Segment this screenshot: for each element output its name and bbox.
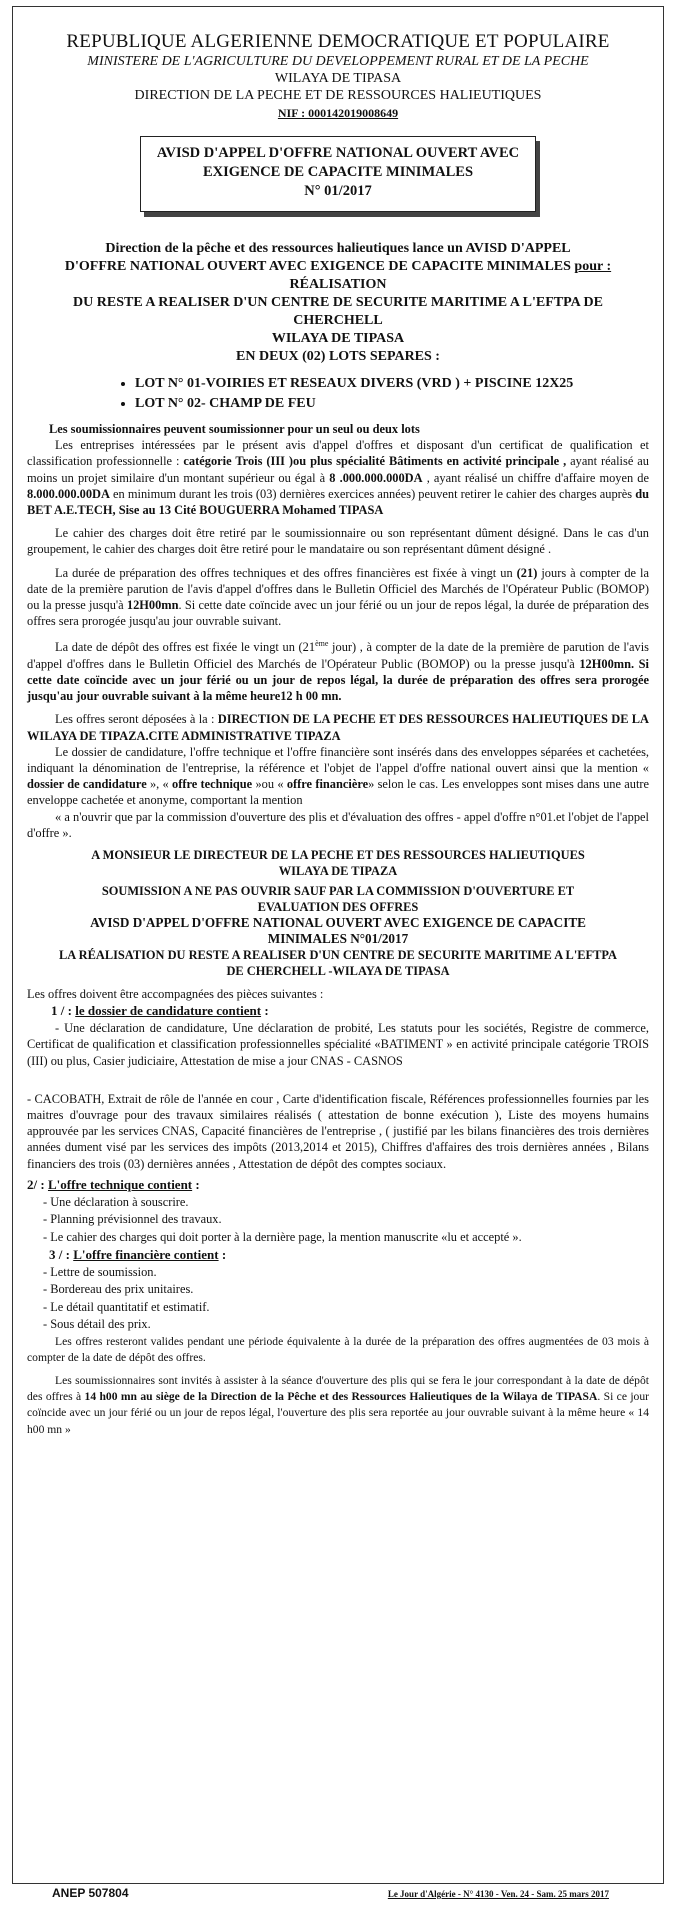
section-1-heading [27, 1002, 649, 1020]
section-1-text-1: - Une déclaration de candidature, Une déclaration de probité, Les statuts pour les sociétés, Registre de commerce, Certificat de qualification et classification professionnelles spécialité «BATIMENT » en activité principale catégorie TROIS (III) ou plus, Casier judiciaire, Attestation de mise a jour CNAS - CASNOS [27, 1021, 649, 1068]
p6-a: Le dossier de candidature, l'offre technique et l'offre financière sont insérés dans des enveloppes séparées et cachetées, indiquant la dénomination de l'entreprise, la référence et l'objet de l'appel d'offre national ouvert ainsi que la mention « [27, 744, 649, 775]
p6-b: dossier de candidature [27, 777, 147, 792]
list-item: - Planning prévisionnel des travaux. [43, 1212, 222, 1227]
intro-realisation: RÉALISATION [289, 277, 387, 292]
intro-line-4: WILAYA DE TIPASA [271, 331, 405, 346]
s1-title: le dossier de candidature contient [75, 1003, 262, 1019]
address-line-7: LA RÉALISATION DU RESTE A REALISER D'UN CENTRE DE SECURITE MARITIME A L'EFTPA [59, 948, 617, 962]
address-line-6: MINIMALES N°01/2017 [267, 931, 409, 946]
section-1-text-2: - CACOBATH, Extrait de rôle de l'année en cour , Carte d'identification fiscale, Références professionnelles fournies par les maitres d'ouvrage pour des travaux similaires réalisés ( attestation de bonne exécution ), Liste des moyens humains approuvée par les services CNAS, Capacité financières de l'entreprise , ( justifié par les bilans financières des trois dernières années dument visé par les services des impôts (2013,2014 et 2015), Chiffres d'affaires des trois dernières années , Bilans financiers des trois (03) dernières années , Attestation de dépôt des comptes sociaux. [27, 1091, 649, 1171]
s2-colon: : [192, 1176, 200, 1192]
p1-b: catégorie Trois (III )ou plus spécialité Bâtiments en activité principale , [183, 454, 567, 469]
envelope-mention: « a n'ouvrir que par la commission d'ouverture des plis et d'évaluation des offres - appel d'offre n°01.et l'objet de l'appel d'offre ». [27, 809, 649, 840]
s3-num: 3 / : [49, 1247, 74, 1263]
address-line-2: WILAYA DE TIPAZA [278, 864, 398, 878]
validity-paragraph: Les offres resteront valides pendant une période équivalente à la durée de la préparation des offres augmentées de 03 mois à compter de la date de dépôt des offres. [27, 1334, 649, 1364]
nif-number: NIF : 000142019008649 [277, 106, 399, 120]
p3-a: La durée de préparation des offres techniques et des offres financières est fixée à vingt un [55, 565, 517, 580]
direction-heading: DIRECTION DE LA PECHE ET DE RESSOURCES HALIEUTIQUES [134, 88, 542, 103]
address-line-1: A MONSIEUR LE DIRECTEUR DE LA PECHE ET DES RESSOURCES HALIEUTIQUES [91, 848, 585, 862]
p1-d: 8 .000.000.000DA [329, 470, 423, 485]
p1-e: , ayant réalisé un chiffre d'affaire moyen de [422, 470, 649, 485]
republic-heading: REPUBLIQUE ALGERIENNE DEMOCRATIQUE ET POPULAIRE [66, 31, 610, 52]
list-item: - Le détail quantitatif et estimatif. [43, 1299, 210, 1314]
section-3-list [27, 1264, 649, 1334]
lot-1: • LOT N° 01-VOIRIES ET RESEAUX DIVERS (VRD ) + PISCINE 12X25 [135, 374, 649, 394]
lots-list [117, 374, 649, 414]
lots-note: Les soumissionnaires peuvent soumissionner pour un seul ou deux lots [49, 422, 420, 436]
address-line-3: SOUMISSION A NE PAS OUVRIR SAUF PAR LA COMMISSION D'OUVERTURE ET [101, 884, 575, 898]
opening-b: 14 h00 mn au siège de la Direction de la Pêche et des Ressources Halieutiques de la Wilaya de TIPASA [84, 1390, 598, 1404]
p3-d: 12H00mn [126, 598, 179, 613]
anep-reference: ANEP 507804 [52, 1886, 129, 1900]
p1-c: ayant réalisé au moins un projet similaire d'un montant supérieur ou égal à [27, 454, 649, 485]
title-box [140, 136, 536, 212]
address-line-5: AVISD D'APPEL D'OFFRE NATIONAL OUVERT AVEC EXIGENCE DE CAPACITE [90, 915, 586, 930]
s3-title: L'offre financière contient [73, 1247, 219, 1263]
p6-d: offre technique [172, 777, 253, 792]
title-line-1: AVISD D'APPEL D'OFFRE NATIONAL OUVERT AVEC [156, 145, 520, 161]
opening-paragraph [27, 1373, 649, 1438]
section-2-list [27, 1194, 649, 1246]
intro-line-3: DU RESTE A REALISER D'UN CENTRE DE SECURITE MARITIME A L'EFTPA DE CHERCHELL [73, 295, 603, 328]
list-item: - Le cahier des charges qui doit porter à la dernière page, la mention manuscrite «lu et accepté ». [43, 1229, 522, 1244]
eligibility-paragraph [27, 437, 649, 518]
address-line-4: EVALUATION DES OFFRES [257, 900, 419, 914]
list-item: - Bordereau des prix unitaires. [43, 1282, 194, 1297]
list-item: - Sous détail des prix. [43, 1317, 151, 1332]
opening-c: . Si ce jour coïncide avec un jour férié ou un jour de repos légal, l'ouverture des plis sera reportée au jour ouvrable suivant à la même heure « 14 h00 mn » [27, 1390, 650, 1436]
list-item: - Lettre de soumission. [43, 1265, 157, 1280]
p4-a: La date de dépôt des offres est fixée le vingt un (21 [55, 640, 316, 655]
s1-colon: : [261, 1003, 269, 1019]
p3-e: . Si cette date coïncide avec un jour férié ou un jour de repos légal, la durée de préparation des offres sera prorogée jusqu'au jour ouvrable suivant. [27, 598, 649, 629]
notice-page [12, 6, 664, 1884]
preparation-paragraph [27, 565, 649, 630]
p3-b: (21) [516, 565, 538, 580]
specifications-paragraph: Le cahier des charges doit être retiré par le soumissionnaire ou son représentant dûment désigné. Dans le cas d'un groupement, le cahier des charges doit être retiré pour le mandataire ou son représentant dûment désigné . [27, 526, 649, 557]
deposit-date-paragraph [27, 636, 649, 704]
s2-title: L'offre technique contient [47, 1176, 193, 1192]
intro-line-2-text: D'OFFRE NATIONAL OUVERT AVEC EXIGENCE DE CAPACITE MINIMALES [64, 259, 575, 274]
p5-a: Les offres seront déposées à la : [55, 712, 218, 727]
address-block [27, 847, 649, 979]
address-line-8: DE CHERCHELL -WILAYA DE TIPASA [226, 964, 450, 978]
p3-c: jours à compter de la date de la première parution de l'avis d'appel d'offres dans le Bulletin Officiel des Marchés de l'Opérateur Public (BOMOP) ou la presse jusqu'à [27, 565, 649, 613]
pieces-intro: Les offres doivent être accompagnées des pièces suivantes : [27, 987, 324, 1001]
lot-2: • LOT N° 02- CHAMP DE FEU [135, 394, 649, 414]
journal-reference: Le Jour d'Algérie - N° 4130 - Ven. 24 - Sam. 25 mars 2017 [387, 1889, 609, 1899]
intro-block [27, 240, 649, 366]
list-item: - Une déclaration à souscrire. [43, 1194, 189, 1209]
title-line-2: EXIGENCE DE CAPACITE MINIMALES [202, 164, 474, 180]
p5-b: DIRECTION DE LA PECHE ET DES RESSOURCES HALIEUTIQUES DE LA WILAYA DE TIPAZA.CITE ADMINISTRATIVE TIPAZA [27, 712, 650, 743]
s1-num: 1 / : [51, 1003, 76, 1019]
title-number: N° 01/2017 [304, 183, 372, 199]
p4-c: 12H00mn. Si cette date coïncide avec un jour férié ou un jour de repos légal, la durée de préparation des offres sera prorogée jusqu'au jour ouvrable suivant à la même heure12 h 00 mn. [27, 656, 649, 704]
p1-g: en minimum durant les trois (03) dernières exercices années) peuvent retirer le cahier des charges auprès [109, 486, 636, 501]
intro-line-2 [27, 258, 649, 294]
opening-a: Les soumissionnaires sont invités à assister à la séance d'ouverture des plis qui se fera le jour correspondant à la date de dépôt des offres à [27, 1374, 649, 1404]
s3-colon: : [218, 1247, 227, 1263]
intro-line-5: EN DEUX (02) LOTS SEPARES : [236, 349, 440, 364]
ministry-heading: MINISTERE DE L'AGRICULTURE DU DEVELOPPEMENT RURAL ET DE LA PECHE [87, 54, 589, 69]
p1-f: 8.000.000.00DA [27, 486, 110, 501]
intro-line-1: Direction de la pêche et des ressources halieutiques lance un AVISD D'APPEL [105, 241, 571, 256]
p6-c: », « [146, 777, 173, 792]
p4-b: jour) , à compter de la date de la première de parution de l'avis d'appel d'offres dans le Bulletin Officiel des Marchés de l'Opérateur Public (BOMOP) ou la presse jusqu'à [27, 640, 649, 671]
p6-f: offre financière [286, 777, 369, 792]
intro-pour: pour : [574, 259, 612, 274]
section-2-heading [27, 1176, 649, 1194]
deposit-place-paragraph [27, 711, 649, 743]
footer [0, 1886, 683, 1905]
wilaya-heading: WILAYA DE TIPASA [274, 71, 402, 86]
p6-g: » selon le cas. Les enveloppes sont mises dans une autre enveloppe cachetée et anonyme, comportant la mention [27, 777, 650, 808]
envelopes-paragraph [27, 744, 649, 809]
section-3-heading [27, 1246, 649, 1264]
p1-a: Les entreprises intéressées par le présent avis d'appel d'offres et disposant d'un certificat de qualification et classification professionnelle : [27, 438, 649, 469]
p6-e: »ou « [252, 777, 287, 792]
p4-sup: ème [315, 639, 329, 649]
s2-num: 2/ : [27, 1176, 48, 1192]
p1-h: du BET A.E.TECH, Sise au 13 Cité BOUGUERRA Mohamed TIPASA [27, 486, 649, 518]
